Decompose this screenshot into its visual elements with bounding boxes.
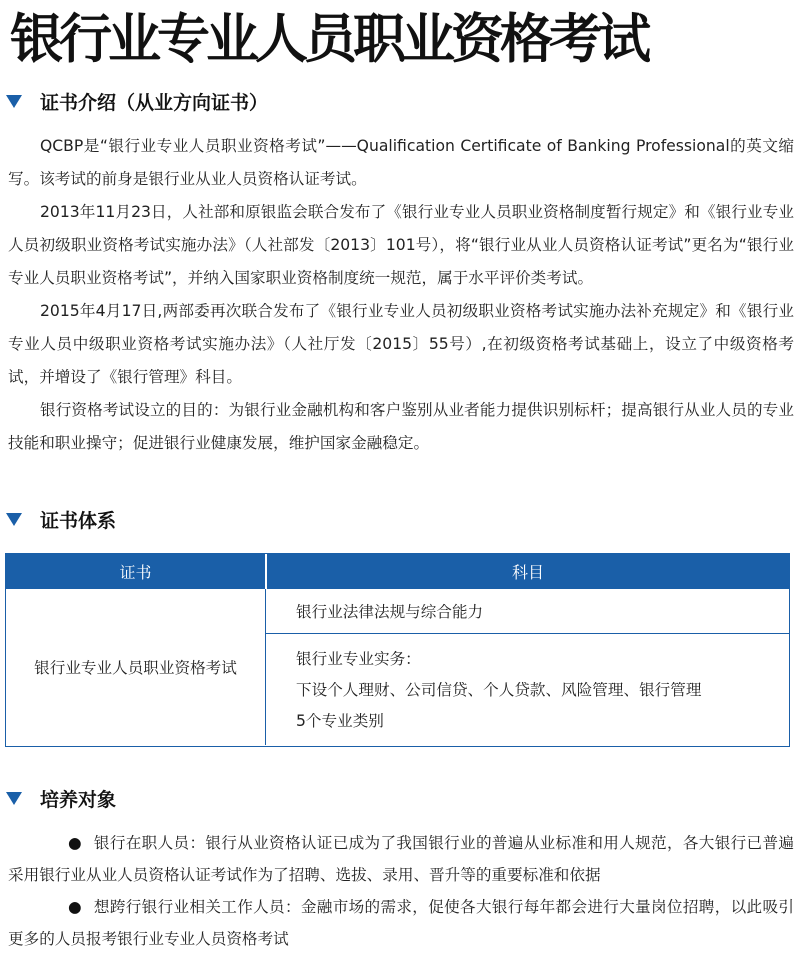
triangle-down-icon	[6, 792, 22, 805]
column-header-subject: 科目	[511, 563, 544, 582]
intro-text	[8, 130, 794, 460]
section-heading-intro	[6, 88, 268, 114]
subject-line: 5个专业类别	[296, 712, 384, 730]
section-heading-system	[6, 506, 116, 532]
list-item	[8, 827, 794, 891]
subject-cell: 银行业法律法规与综合能力	[266, 589, 789, 634]
bullet-icon: ●	[68, 834, 82, 852]
page-title: 银行业专业人员职业资格考试	[10, 9, 647, 70]
triangle-down-icon	[6, 95, 22, 108]
subject-line: 银行业专业实务：	[296, 650, 421, 668]
intro-paragraph: 2013年11月23日，人社部和原银监会联合发布了《银行业专业人员职业资格制度暂行规定》和《银行业专业人员初级职业资格考试实施办法》（人社部发〔2013〕101号），将“银行业从业人员资格认证考试”更名为“银行业专业人员职业资格考试”，并纳入国家职业资格制度统一规范，属于水平评价类考试。	[8, 203, 794, 287]
list-item	[8, 891, 794, 955]
target-list	[8, 827, 794, 955]
list-item-text: 想跨行银行业相关工作人员：金融市场的需求，促使各大银行每年都会进行大量岗位招聘，以此吸引更多的人员报考银行业专业人员资格考试	[8, 898, 794, 948]
triangle-down-icon	[6, 513, 22, 526]
list-item-text: 银行在职人员：银行从业资格认证已成为了我国银行业的普遍从业标准和用人规范，各大银行已普遍采用银行业从业人员资格认证考试作为了招聘、选拔、录用、晋升等的重要标准和依据	[8, 834, 794, 884]
subject-cell	[266, 634, 789, 737]
subject-line: 下设个人理财、公司信贷、个人贷款、风险管理、银行管理	[296, 681, 702, 699]
section-heading-label: 证书介绍（从业方向证书）	[40, 91, 269, 114]
table-body	[6, 589, 789, 745]
subjects-cell	[266, 589, 789, 745]
column-header-certificate: 证书	[6, 554, 267, 589]
certificate-table	[5, 553, 790, 747]
intro-paragraph: QCBP是“银行业专业人员职业资格考试”——Qualification Certificate of Banking Professional的英文缩写。该考试的前身是银行业从业人员资格认证考试。	[8, 137, 794, 188]
section-heading-label: 培养对象	[40, 788, 117, 811]
intro-paragraph: 2015年4月17日,两部委再次联合发布了《银行业专业人员初级职业资格考试实施办法补充规定》和《银行业专业人员中级职业资格考试实施办法》（人社厅发〔2015〕55号）,在初级资格考试基础上，设立了中级资格考试，并增设了《银行管理》科目。	[8, 302, 794, 386]
table-header-row	[6, 554, 789, 589]
section-heading-label: 证书体系	[40, 509, 117, 532]
bullet-icon: ●	[68, 898, 82, 916]
certificate-cell: 银行业专业人员职业资格考试	[6, 589, 266, 745]
section-heading-targets	[6, 785, 116, 811]
intro-paragraph: 银行资格考试设立的目的：为银行业金融机构和客户鉴别从业者能力提供识别标杆；提高银行从业人员的专业技能和职业操守；促进银行业健康发展，维护国家金融稳定。	[8, 401, 794, 452]
